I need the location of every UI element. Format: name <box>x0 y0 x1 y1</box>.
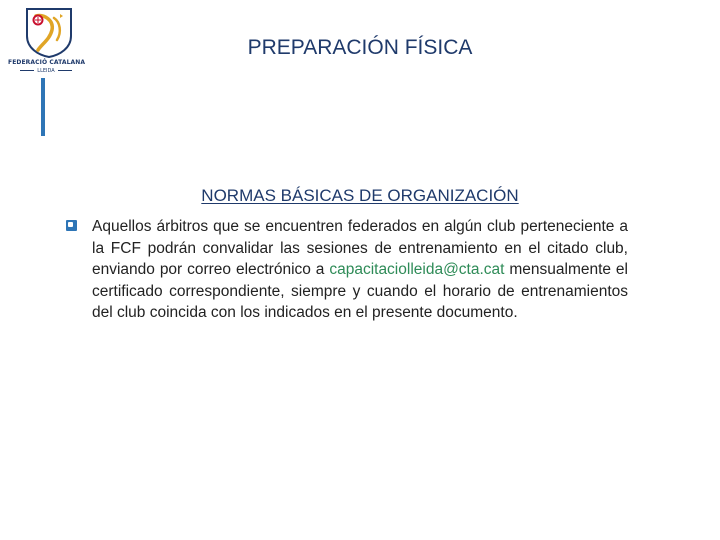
section-subtitle: NORMAS BÁSICAS DE ORGANIZACIÓN <box>201 186 519 205</box>
square-bullet-icon <box>66 220 77 231</box>
bullet-paragraph <box>92 216 628 324</box>
logo-name: FEDERACIÓ CATALANA <box>8 59 86 66</box>
logo-subtitle: LLEIDA <box>8 68 84 74</box>
federation-logo <box>8 6 84 76</box>
shield-icon <box>24 6 74 58</box>
bullet-text-after: mensualmente el certificado correspondiente, siempre y cuando el horario de entrenamientos del club coincida con los indicados en el presente documento. <box>92 261 628 321</box>
bullet-text-before: Aquellos árbitros que se encuentren federados en algún club perteneciente a la FCF podrán convalidar las sesiones de entrenamiento en el citado club, enviando por correo electrónico a <box>92 218 628 278</box>
accent-bar <box>41 78 45 136</box>
page-title: PREPARACIÓN FÍSICA <box>247 36 473 59</box>
email-link[interactable]: capacitaciolleida@cta.cat <box>329 261 505 278</box>
bullet-item <box>66 216 628 324</box>
